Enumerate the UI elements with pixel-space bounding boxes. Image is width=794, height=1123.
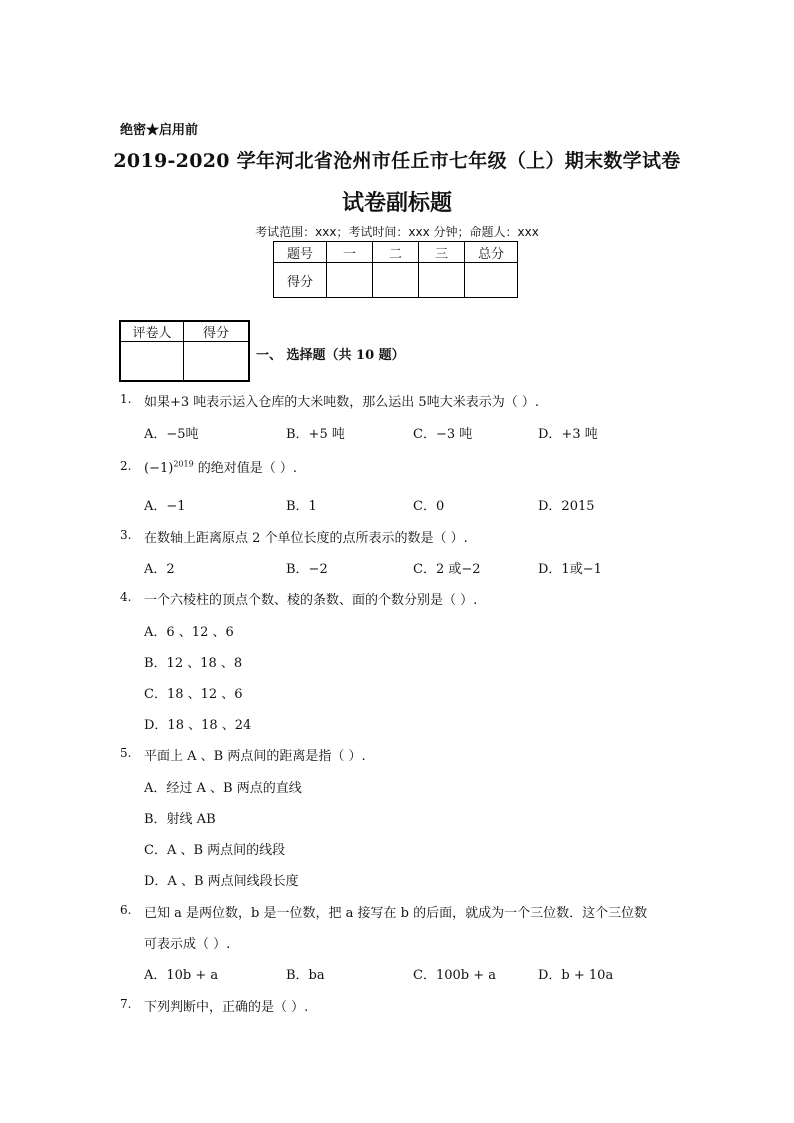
- grader-score-header: 得分: [184, 321, 250, 342]
- option-b: B．+5 吨: [286, 427, 345, 442]
- question-text: 平面上 A 、B 两点间的距离是指（ ）.: [144, 749, 366, 764]
- question-text-continued: 可表示成（ ）.: [144, 937, 231, 952]
- option-b: B．−2: [286, 562, 328, 577]
- score-cell-empty: [419, 263, 465, 298]
- score-table-cell: 总分: [465, 242, 518, 263]
- grader-table: [119, 320, 250, 382]
- grader-table-body-row: [120, 342, 249, 382]
- option-a: A．−1: [144, 499, 186, 514]
- score-cell-empty: [465, 263, 518, 298]
- question-text-rest: 的绝对值是（ ）.: [193, 461, 298, 476]
- score-table-cell: 一: [327, 242, 373, 263]
- option-d: D．b + 10a: [538, 968, 614, 983]
- option-c: C．18 、12 、6: [144, 687, 243, 702]
- exam-info: 考试范围：xxx；考试时间：xxx 分钟；命题人：xxx: [255, 225, 539, 239]
- question-text: [144, 457, 297, 476]
- option-b: B．1: [286, 499, 317, 514]
- option-c: C．100b + a: [413, 968, 496, 983]
- question-number: 1.: [120, 392, 132, 406]
- question-number: 5.: [120, 746, 132, 760]
- grader-table-header-row: [120, 321, 249, 342]
- option-d: D．1或−1: [538, 562, 602, 577]
- math-exponent: 2019: [173, 459, 194, 469]
- score-table-score-row: [274, 263, 518, 298]
- question-text: 下列判断中，正确的是（ ）.: [144, 1000, 309, 1015]
- score-table-cell: 三: [419, 242, 465, 263]
- question-text: 已知 a 是两位数，b 是一位数，把 a 接写在 b 的后面，就成为一个三位数．这个三位数: [144, 906, 648, 921]
- math-base: (−1): [144, 461, 174, 476]
- confidential-label: 绝密★启用前: [120, 123, 199, 138]
- grader-cell-empty: [120, 342, 184, 382]
- score-table: [273, 241, 518, 298]
- option-b: B．ba: [286, 968, 325, 983]
- score-row-label: 得分: [274, 263, 327, 298]
- option-d: D．+3 吨: [538, 427, 598, 442]
- question-number: 7.: [120, 997, 132, 1011]
- question-text: 一个六棱柱的顶点个数、棱的条数、面的个数分别是（ ）.: [144, 593, 478, 608]
- option-a: A．−5吨: [144, 427, 199, 442]
- question-number: 6.: [120, 903, 132, 917]
- option-a: A．6 、12 、6: [144, 625, 234, 640]
- option-d: D．2015: [538, 499, 595, 514]
- option-b: B．12 、18 、8: [144, 656, 243, 671]
- option-c: C．A 、B 两点间的线段: [144, 843, 286, 858]
- score-table-header-row: [274, 242, 518, 263]
- score-cell-empty: [373, 263, 419, 298]
- exam-subtitle: 试卷副标题: [341, 190, 452, 216]
- exam-title: 2019-2020 学年河北省沧州市任丘市七年级（上）期末数学试卷: [113, 150, 681, 172]
- grader-cell-empty: [184, 342, 250, 382]
- option-d: D．18 、18 、24: [144, 718, 252, 733]
- option-b: B．射线 AB: [144, 812, 216, 827]
- question-number: 3.: [120, 528, 132, 542]
- question-number: 2.: [120, 459, 132, 473]
- option-c: C．2 或−2: [413, 562, 481, 577]
- option-d: D．A 、B 两点间线段长度: [144, 874, 299, 889]
- option-a: A．2: [144, 562, 175, 577]
- score-table-cell: 题号: [274, 242, 327, 263]
- score-cell-empty: [327, 263, 373, 298]
- score-table-cell: 二: [373, 242, 419, 263]
- option-c: C．0: [413, 499, 445, 514]
- grader-header: 评卷人: [120, 321, 184, 342]
- option-c: C．−3 吨: [413, 427, 473, 442]
- question-text: 如果+3 吨表示运入仓库的大米吨数，那么运出 5吨大米表示为（ ）.: [144, 395, 539, 410]
- question-number: 4.: [120, 590, 132, 604]
- option-a: A．经过 A 、B 两点的直线: [144, 781, 302, 796]
- option-a: A．10b + a: [144, 968, 219, 983]
- question-text: 在数轴上距离原点 2 个单位长度的点所表示的数是（ ）.: [144, 531, 468, 546]
- section-title: 一、 选择题（共 10 题）: [256, 348, 405, 363]
